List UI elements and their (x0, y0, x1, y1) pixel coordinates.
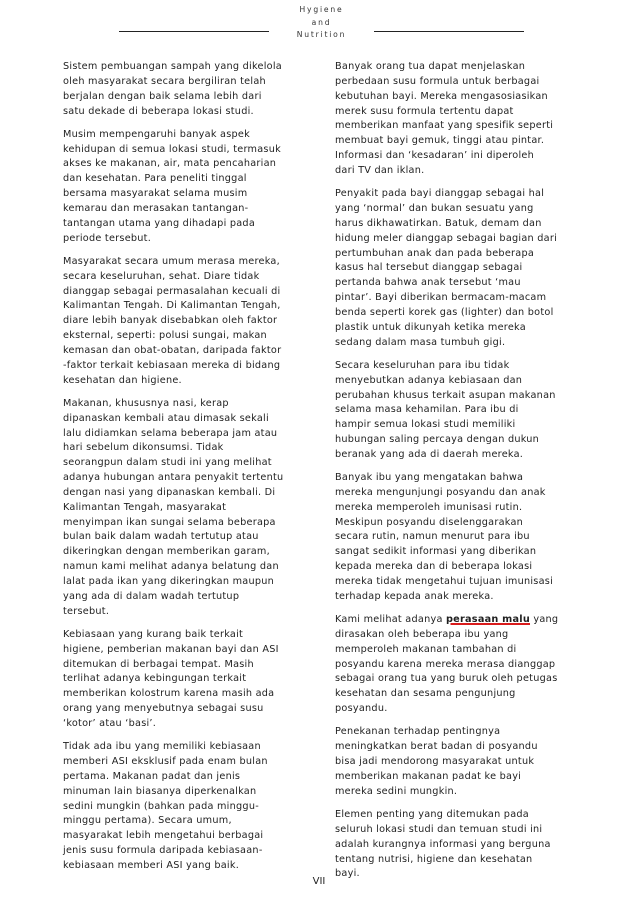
body-paragraph: Banyak ibu yang mengatakan bahwa mereka mengunjungi posyandu dan anak mereka memperoleh imunisasi rutin. Meskipun posyandu diselenggarakan secara rutin, namun menurut para ibu sangat sedikit informasi yang diberikan kepada mereka dan di beberapa lokasi mereka tidak mengetahui tujuan imunisasi terhadap kepada anak mereka. (335, 472, 554, 602)
header-rule-left (119, 31, 269, 32)
page-header (0, 0, 638, 50)
body-paragraph: Makanan, khususnya nasi, kerap dipanaskan kembali atau dimasak sekali lalu didiamkan selama beberapa jam atau hari sebelum dikonsumsi. Tidak seorangpun dalam studi ini yang melihat adanya hubungan antara penyakit tertentu dengan nasi yang dipanaskan kembali. Di Kalimantan Tengah, masyarakat menyimpan ikan sungai selama beberapa bulan baik dalam wadah tertutup atau dikeringkan dengan memberikan garam, namun kami melihat adanya belatung dan lalat pada ikan yang dikeringkan maupun yang ada di dalam wadah tertutup tersebut. (63, 397, 284, 617)
paragraph-text: Kami melihat adanya (335, 614, 446, 626)
highlighted-phrase: perasaan malu (445, 614, 531, 626)
header-title-line: Nutrition (296, 30, 347, 39)
body-paragraph: Masyarakat secara umum merasa mereka, secara keseluruhan, sehat. Diare tidak dianggap sebagai permasalahan kecuali di Kalimantan Tengah. Di Kalimantan Tengah, diare lebih banyak disebabkan oleh faktor eksternal, seperti: polusi sungai, makan kemasan dan obat-obatan, daripada faktor -faktor terkait kebiasaan mereka di bidang kesehatan dan higiene. (63, 255, 282, 386)
body-paragraph (335, 187, 575, 350)
body-paragraph: Penekanan terhadap pentingnya meningkatkan berat badan di posyandu bisa jadi mendorong masyarakat untuk memberikan makanan padat ke bayi mereka sedini mungkin. (335, 726, 538, 797)
body-paragraph: Tidak ada ibu yang memiliki kebiasaan memberi ASI eksklusif pada enam bulan pertama. Makanan padat dan jenis minuman lain biasanya diperkenalkan sedini mungkin (bahkan pada minggu- minggu pertama). Secara umum, masyarakat lebih mengetahui berbagai jenis susu formula daripada kebiasaan- kebiasaan memberi ASI yang baik. (63, 741, 268, 871)
body-paragraph: Banyak orang tua dapat menjelaskan perbedaan susu formula untuk berbagai kebutuhan bayi. Mereka mengasosiasikan merek susu formula tertentu dapat memberikan manfaat yang spesifik seperti membuat bayi gemuk, tinggi atau pintar. Informasi dan ‘kesadaran’ ini diperoleh dari TV dan iklan. (335, 61, 554, 176)
header-rule-right (374, 31, 524, 32)
body-paragraph: Sistem pembuangan sampah yang dikelola oleh masyarakat secara bergiliran telah berjalan dengan baik selama lebih dari satu dekade di beberapa lokasi studi. (63, 61, 282, 117)
header-title-line: Hygiene (299, 5, 344, 14)
paragraph-text: yang dirasakan oleh beberapa ibu yang memperoleh makanan tambahan di posyandu karena mereka merasa dianggap sebagai orang tua yang buruk oleh petugas kesehatan dan sesama pengunjung posyandu. (335, 614, 559, 715)
page-number: VII (312, 876, 326, 887)
header-title (279, 4, 364, 42)
body-paragraph: Elemen penting yang ditemukan pada seluruh lokasi studi dan temuan studi ini adalah kurangnya informasi yang berguna tentang nutrisi, higiene dan kesehatan bayi. (335, 809, 551, 880)
body-paragraph: Secara keseluruhan para ibu tidak menyebutkan adanya kebiasaan dan perubahan khusus terkait asupan makanan selama masa kehamilan. Para ibu di hampir semua lokasi studi memiliki hubungan saling percaya dengan dukun beranak yang ada di daerah mereka. (335, 359, 556, 460)
paragraph-text: Penyakit pada bayi dianggap sebagai hal yang ‘normal’ dan bukan sesuatu yang harus dikhawatirkan. Batuk, demam dan hidung meler dianggap sebagai bagian dari pertumbuhan anak dan pada beberapa kasus hal tersebut dianggap sebagai pertanda bahwa anak tersebut ‘mau pintar’. Bayi diberikan bermacam-macam benda seperti korek gas (lighter) dan botol plastik untuk dikunyah ketika mereka sedang dalam masa tumbuh gigi. (335, 188, 558, 348)
right-column (335, 60, 575, 891)
left-column (63, 60, 301, 882)
body-paragraph: Musim mempengaruhi banyak aspek kehidupan di semua lokasi studi, termasuk akses ke makanan, air, mata pencaharian dan kesehatan. Para peneliti tinggal bersama masyarakat selama musim kemarau dan merasakan tantangan- tantangan utama yang dihadapi pada periode tersebut. (63, 128, 281, 244)
body-paragraph: Kebiasaan yang kurang baik terkait higiene, pemberian makanan bayi dan ASI ditemukan di berbagai tempat. Masih terlihat adanya kebingungan terkait memberikan kolostrum karena masih ada orang yang menyebutnya sebagai susu ‘kotor’ atau ‘basi’. (63, 628, 279, 729)
highlight-paragraph (335, 613, 575, 717)
header-title-line: and (311, 17, 332, 27)
